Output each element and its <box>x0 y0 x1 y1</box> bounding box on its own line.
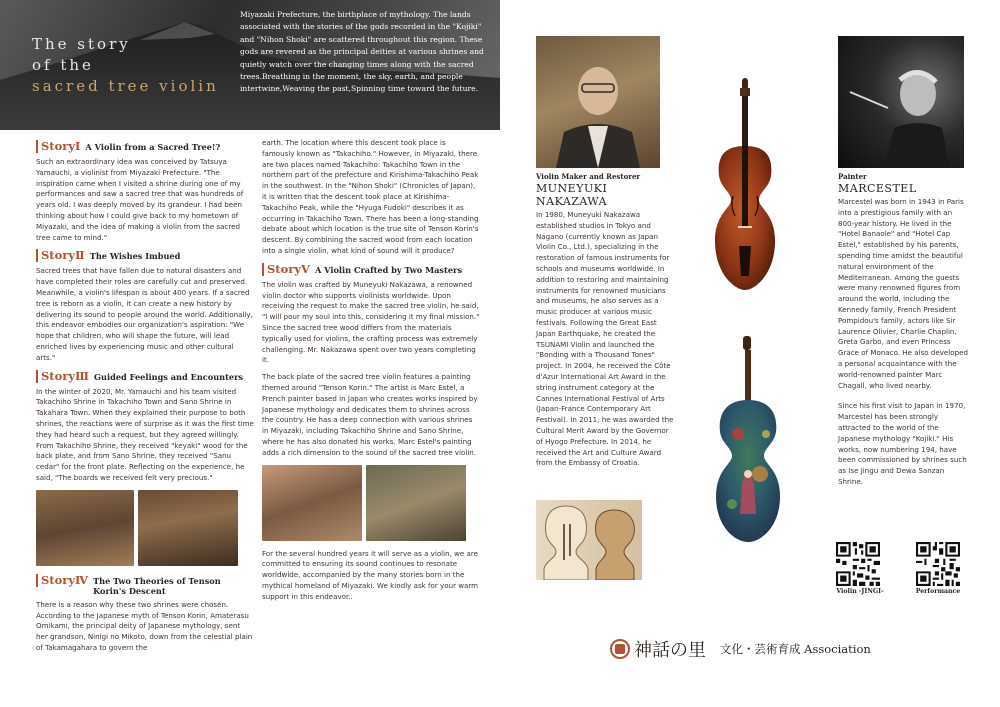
maker-role: Violin Maker and Restorer <box>536 172 641 181</box>
association-subtitle: 文化・芸術育成 Association <box>720 642 871 656</box>
association-logo-icon <box>610 639 630 659</box>
story2-text: Sacred trees that have fallen due to natural disasters and have completed their roles are carefully cut and preserved. Meanwhile, a violin's lifespan is about 400 years. If a sacred tree is reborn as a violin, it can create a new history by delivering its sound to people around the world. Additionally, this endeavor embodies our organization's aspiration: "We hope that children, who will shape the future, will lead enriched lives by experiencing music and other cultural arts." <box>36 266 253 362</box>
painter-portrait <box>838 36 964 168</box>
violin-front-image <box>705 76 785 294</box>
shrine-photo-1 <box>36 490 134 566</box>
qr-label-violin: Violin -JINGI- <box>836 588 884 595</box>
header-title <box>32 34 219 97</box>
story2-heading <box>36 249 254 262</box>
story5-text: The violin was crafted by Muneyuki Nakazawa, a renowned violin doctor who supports violinists worldwide. Upon receiving the request to make the sacred tree violin, he said, "I will pour my soul into this, considering it my final mission." Since the sacred tree wood differs from the materials typically used for violins, the crafting process was extremely challenging. Mr. Nakazawa spent over two years completing it. <box>262 279 480 365</box>
story4-title: The Two Theories of Tenson Korin's Descent <box>93 575 221 596</box>
painter-info <box>838 172 970 488</box>
violin-sketch-photo <box>536 500 642 580</box>
shrine-photos <box>36 490 254 566</box>
maker-portrait <box>536 36 660 168</box>
qr-code-performance[interactable] <box>916 542 960 586</box>
maker-info <box>536 172 676 469</box>
closing-text: For the several hundred years it will serve as a violin, we are committed to ensuring its sound continues to resonate worldwide, accompanied by the many stories born in the mythical homeland of Miyazaki. We kindly ask for your warm support in this endeavor.. <box>262 548 479 601</box>
header-intro: Miyazaki Prefecture, the birthplace of mythology. The lands associated with the stories of the gods recorded in the "Kojiki" and "Nihon Shoki" are scattered throughout this region. These gods are revered as the principal deities at various shrines and quietly watch over the changing times along with the sacred trees.Breathing in the moment, the sky, earth, and people intertwine,Weaving the past,Spinning time toward the future. <box>240 10 484 94</box>
story3-tag: StoryⅢ <box>36 370 89 383</box>
association-footer <box>610 636 871 662</box>
story1-heading <box>36 140 254 153</box>
story4-continued: earth. The location where this descent took place is famously known as "Takachiho." However, in Miyazaki, there are two places named Takachiho: Takachiho Town in the northern part of the prefecture and Kirishima-Takachiho Peak in the southwest. In the "Nihon Shoki" (Chronicles of Japan), it is written that the descent took place at Kirishima-Takachiho Peak, while the "Hyuga Fudoki" describes it as occurring in Takachiho Town. There has been a long-standing debate about which location is the true site of Tenson Korin's descent. By combining the sacred wood from each location into a single violin, what kind of sound will it produce? <box>262 138 479 255</box>
painter-figure <box>838 36 964 168</box>
painter-role: Painter <box>838 172 867 181</box>
header-title-line1: The story <box>32 35 131 53</box>
story4-heading <box>36 574 254 596</box>
story5-text2: The back plate of the sacred tree violin features a painting themed around "Tenson Korin." The artist is Marc Estel, a French painter based in Japan who creates works inspired by Japanese mythology and dedicates them to shrines across the country. He has a deep connection with various shrines in Miyazaki, including Takachiho Shrine and Sano Shrine, where he has also donated his works. Marc Estel's painting adds a rich dimension to the sound of the sacred tree violin. <box>262 372 478 457</box>
maker-name: MUNEYUKI NAKAZAWA <box>536 182 608 208</box>
shrine-photo-2 <box>138 490 238 566</box>
story3-title: Guided Feelings and Encounters <box>94 371 244 382</box>
association-name: 神話の里 <box>634 640 706 661</box>
craft-photo-1 <box>262 465 362 541</box>
story5-tag: StoryⅤ <box>262 263 310 276</box>
craft-photo-2 <box>366 465 466 541</box>
qr-code-violin[interactable] <box>836 542 880 586</box>
story4-text: There is a reason why these two shrines were chosen. According to the Japanese myth of Tenson Korin, Amaterasu Omikami, the principal deity of Japanese mythology, sent her grandson, Ninigi no Mikoto, down from the celestial plain of Takamagahara to govern the <box>36 599 253 652</box>
header-banner <box>0 0 500 130</box>
story5-title: A Violin Crafted by Two Masters <box>314 264 462 275</box>
header-title-line3: sacred tree violin <box>32 77 219 95</box>
painter-bio2: Since his first visit to Japan in 1970, Marcestel has been strongly attracted to the world of the Japanese mythology "Kojiki." His works, now numbering 194, have been commissioned by shrines such as Ise Jingu and Dewa Sanzan Shrine. <box>838 401 967 486</box>
story3-text: In the winter of 2020, Mr. Yamauchi and his team visited Takachiho Shrine in Takachiho Town and Sano Shrine in Takahara Town. When they explained their purpose to both shrines, the reactions were of surprise as it was the first time they had heard such a request, but they agreed willingly. From Takachiho Shrine, they received "keyaki" wood for the back plate, and from Sano Shrine, they received "Sanu cedar" for the front plate. Reflecting on the experience, he said, "The boards we received felt very precious." <box>36 386 254 482</box>
craft-photos <box>262 465 480 541</box>
story3-heading <box>36 370 254 383</box>
story1-tag: StoryⅠ <box>36 140 80 153</box>
painter-bio: Marcestel was born in 1943 in Paris into a prestigious family with an 800-year history. He lived in the "Hotel Banaole" and "Hotel Cap Estel," established by his parents, spending time amidst the beautiful natural environment of the Mediterranean. Among the guests were many renowned figures from around the world, including the Kennedy family, French President Pompidou's family, actors like Sir Laurence Olivier, Charlie Chaplin, Greta Garbo, and even Princess Grace of Monaco. He also developed a personal acquaintance with the world-renowned painter Marc Chagall, who lived nearby. <box>838 197 968 390</box>
column-middle <box>262 138 480 609</box>
violin-back-image <box>708 334 788 544</box>
story5-heading <box>262 263 480 276</box>
story4-tag: StoryⅣ <box>36 574 88 587</box>
qr-label-performance: Performance <box>915 588 961 595</box>
sketch-drawing <box>536 500 642 580</box>
story1-text: Such an extraordinary idea was conceived by Tatsuya Yamauchi, a violinist from Miyazaki Prefecture. "The inspiration came when I visited a shrine during one of my performances and saw a sacred tree that was hundreds of years old. I was deeply moved by its grandeur. I had been thinking about how I could give back to my hometown of Miyazaki, and the idea of making a violin from the sacred tree came to mind." <box>36 157 244 242</box>
maker-figure <box>536 36 660 168</box>
story1-title: A Violin from a Sacred Tree!? <box>85 142 221 152</box>
column-left <box>36 138 254 660</box>
painter-name: MARCESTEL <box>838 182 917 195</box>
story2-tag: StoryⅡ <box>36 249 85 262</box>
story2-title: The Wishes Imbued <box>89 251 181 262</box>
header-title-line2: of the <box>32 56 94 74</box>
maker-bio: In 1980, Muneyuki Nakazawa established studios in Tokyo and Nagano (currently known as Japan Violin Co., Ltd.), specializing in the restoration of famous instruments for schools and museums worldwide. In addition to restoring and maintaining instruments for renowned musicians and museums, he also serves as a music producer at various music festivals. Following the Great East Japan Earthquake, he created the TSUNAMI Violin and launched the "Bonding with a Thousand Tones" project. In 2004, he received the Côte d'Azur International Art Award in the string instrument category at the Cannes International Festival of Arts (Japan-France Contemporary Art Festival). In 2011, he was awarded the Cultural Merit Award by the Governor of Hyogo Prefecture. In 2014, he received the Art and Culture Award from the Embassy of Croatia. <box>536 210 674 468</box>
